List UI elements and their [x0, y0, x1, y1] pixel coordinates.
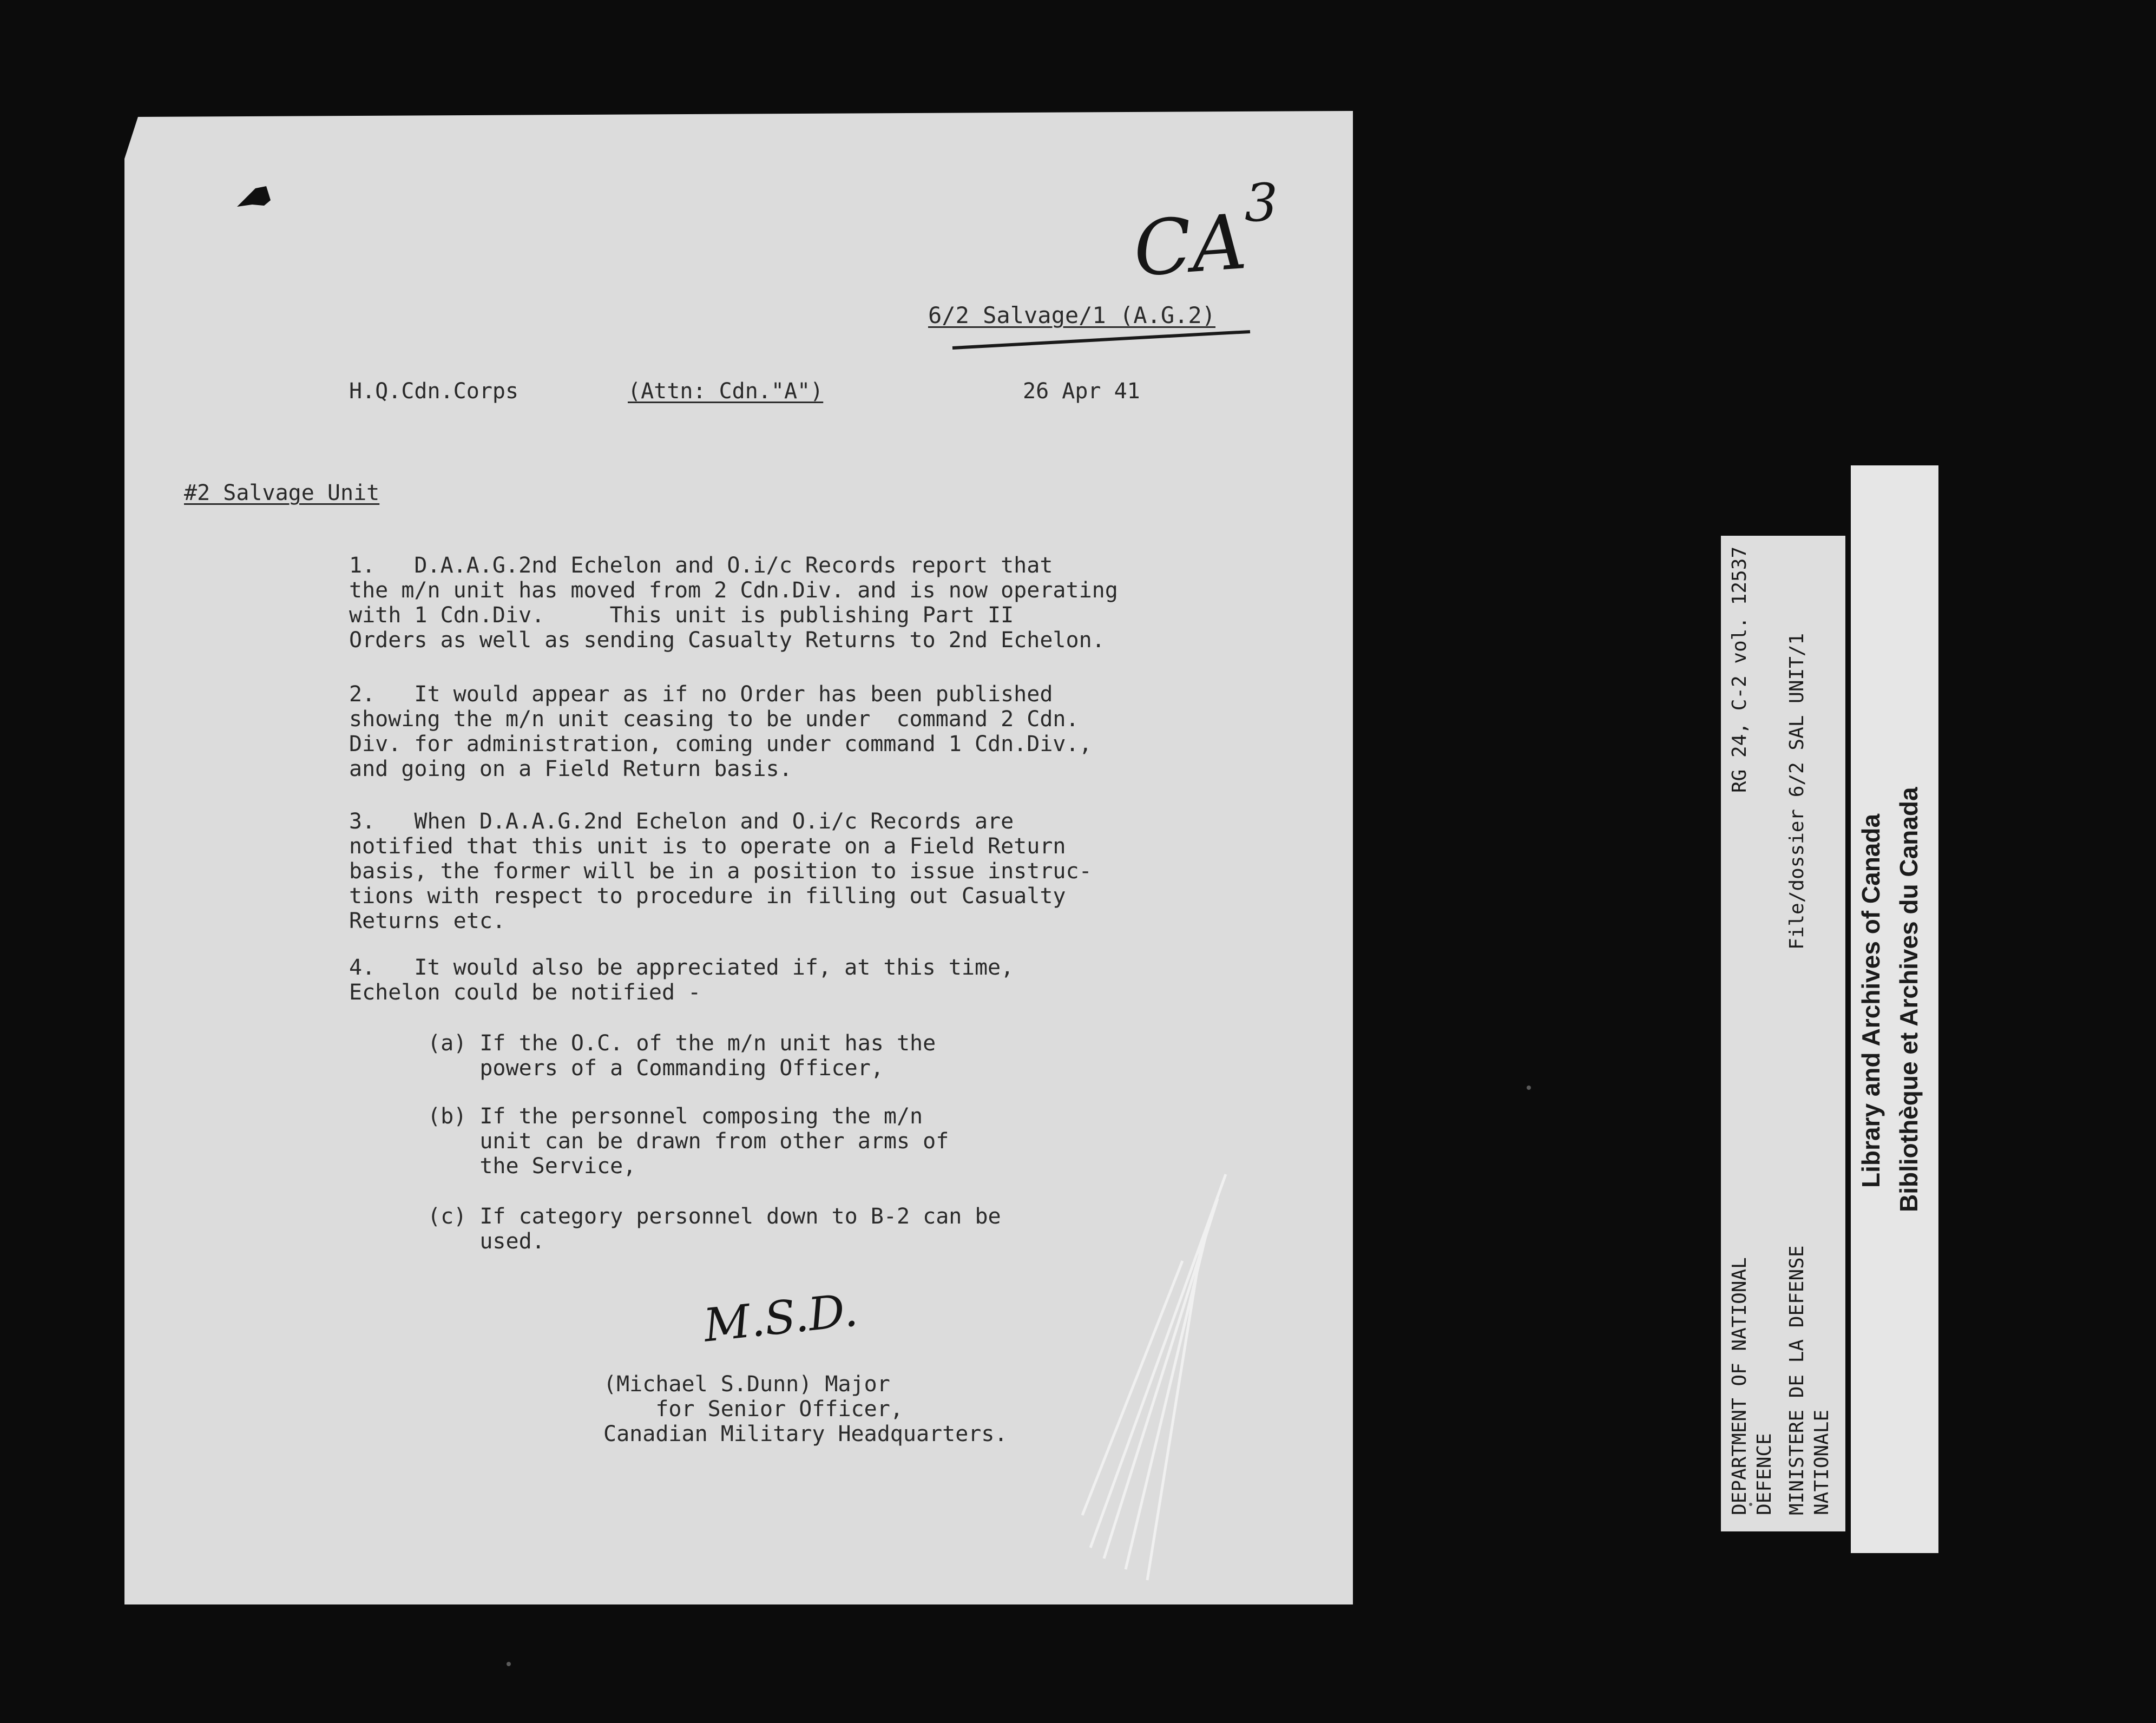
attention-line: (Attn: Cdn."A") [628, 379, 824, 404]
memo-date: 26 Apr 41 [1023, 379, 1140, 404]
archive-reference: RG 24, C-2 vol. 12537 [1728, 546, 1751, 793]
addressee: H.Q.Cdn.Corps [349, 379, 519, 404]
institution-name-french: Bibliothèque et Archives du Canada [1895, 787, 1923, 1212]
signature-block: (Michael S.Dunn) Major for Senior Officer, Canadian Military Headquarters. [603, 1372, 1008, 1446]
institution-name-english: Library and Archives of Canada [1857, 813, 1885, 1188]
department-english: DEPARTMENT OF NATIONAL DEFENCE [1728, 1257, 1776, 1515]
paragraph-2: 2. It would appear as if no Order has been published showing the m/n unit ceasing to be under command 2 Cdn. Div. for administration, coming under command 1 Cdn.Div., and going on a Field Return basis. [349, 682, 1092, 781]
handwritten-file-code: CA [1130, 198, 1250, 294]
archive-file-number: File/dossier 6/2 SAL UNIT/1 [1786, 633, 1808, 950]
ink-blot-mark [233, 179, 281, 216]
file-reference-pen-stroke [950, 327, 1253, 354]
list-item-c: (c) If category personnel down to B-2 can be used. [428, 1204, 1001, 1254]
list-item-a: (a) If the O.C. of the m/n unit has the powers of a Commanding Officer, [428, 1031, 936, 1081]
department-french: MINISTERE DE LA DEFENSE NATIONALE [1786, 1245, 1833, 1515]
paragraph-1: 1. D.A.A.G.2nd Echelon and O.i/c Records report that the m/n unit has moved from 2 Cdn.Div. and is now operating with 1 Cdn.Div. This unit is publishing Part II Orders as well as sending Casualty Returns to 2nd Echelon. [349, 553, 1118, 653]
handwritten-file-superscript: 3 [1245, 173, 1278, 233]
list-item-b: (b) If the personnel composing the m/n unit can be drawn from other arms of the Service, [428, 1104, 949, 1179]
paragraph-4: 4. It would also be appreciated if, at this time, Echelon could be notified - [349, 955, 1014, 1005]
paragraph-3: 3. When D.A.A.G.2nd Echelon and O.i/c Records are notified that this unit is to operate on a Field Return basis, the former will be in a position to issue instruc- tions with respect to procedure in filling out Casualty Returns etc. [349, 809, 1092, 933]
file-reference: 6/2 Salvage/1 (A.G.2) [928, 302, 1216, 328]
handwritten-initials: M.S.D. [701, 1283, 860, 1352]
memo-subject: #2 Salvage Unit [184, 481, 380, 505]
